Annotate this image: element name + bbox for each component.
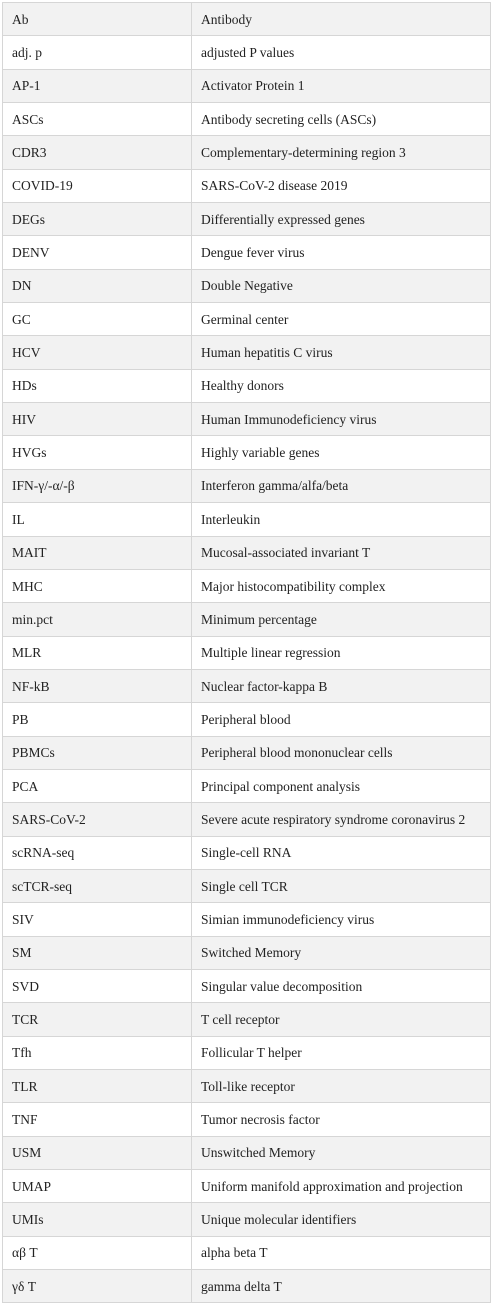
definition-cell: Dengue fever virus (192, 236, 491, 269)
table-row (3, 803, 491, 836)
abbreviation-cell: IFN-γ/-α/-β (3, 469, 192, 502)
table-row (3, 603, 491, 636)
abbreviation-cell: HDs (3, 369, 192, 402)
definition-cell: Activator Protein 1 (192, 69, 491, 102)
abbreviation-cell: USM (3, 1136, 192, 1169)
table-row (3, 569, 491, 602)
table-row (3, 636, 491, 669)
table-row (3, 1036, 491, 1069)
abbreviation-cell: PBMCs (3, 736, 192, 769)
table-row (3, 169, 491, 202)
table-row (3, 1070, 491, 1103)
abbreviation-cell: PCA (3, 769, 192, 802)
definition-cell: T cell receptor (192, 1003, 491, 1036)
abbreviation-cell: MHC (3, 569, 192, 602)
abbreviation-cell: HIV (3, 403, 192, 436)
abbreviation-cell: COVID-19 (3, 169, 192, 202)
abbreviation-cell: SIV (3, 903, 192, 936)
definition-cell: Single cell TCR (192, 869, 491, 902)
definition-cell: Follicular T helper (192, 1036, 491, 1069)
definition-cell: Highly variable genes (192, 436, 491, 469)
abbreviation-cell: CDR3 (3, 136, 192, 169)
table-row (3, 436, 491, 469)
table-row (3, 836, 491, 869)
definition-cell: Mucosal-associated invariant T (192, 536, 491, 569)
table-row (3, 1103, 491, 1136)
table-row (3, 936, 491, 969)
abbreviation-cell: ASCs (3, 103, 192, 136)
definition-cell: adjusted P values (192, 36, 491, 69)
abbreviation-cell: IL (3, 503, 192, 536)
definition-cell: Double Negative (192, 269, 491, 302)
abbreviation-cell: MAIT (3, 536, 192, 569)
table-row (3, 269, 491, 302)
definition-cell: SARS-CoV-2 disease 2019 (192, 169, 491, 202)
abbreviations-table-body (3, 3, 491, 1303)
definition-cell: Toll-like receptor (192, 1070, 491, 1103)
abbreviation-cell: SARS-CoV-2 (3, 803, 192, 836)
definition-cell: Germinal center (192, 303, 491, 336)
abbreviation-cell: γδ T (3, 1270, 192, 1303)
table-row (3, 736, 491, 769)
abbreviations-table (2, 2, 491, 1303)
table-row (3, 303, 491, 336)
abbreviation-cell: scRNA-seq (3, 836, 192, 869)
definition-cell: Major histocompatibility complex (192, 569, 491, 602)
table-row (3, 903, 491, 936)
definition-cell: Unique molecular identifiers (192, 1203, 491, 1236)
table-row (3, 136, 491, 169)
table-row (3, 1003, 491, 1036)
abbreviation-cell: HVGs (3, 436, 192, 469)
table-row (3, 1170, 491, 1203)
abbreviation-cell: NF-kB (3, 669, 192, 702)
definition-cell: Antibody secreting cells (ASCs) (192, 103, 491, 136)
table-row (3, 1236, 491, 1269)
table-row (3, 869, 491, 902)
table-row (3, 669, 491, 702)
abbreviation-cell: min.pct (3, 603, 192, 636)
definition-cell: Healthy donors (192, 369, 491, 402)
table-row (3, 336, 491, 369)
definition-cell: Peripheral blood (192, 703, 491, 736)
abbreviation-cell: TNF (3, 1103, 192, 1136)
abbreviation-cell: SM (3, 936, 192, 969)
definition-cell: Complementary-determining region 3 (192, 136, 491, 169)
abbreviation-cell: αβ T (3, 1236, 192, 1269)
definition-cell: gamma delta T (192, 1270, 491, 1303)
abbreviation-cell: AP-1 (3, 69, 192, 102)
abbreviation-cell: PB (3, 703, 192, 736)
definition-cell: Unswitched Memory (192, 1136, 491, 1169)
definition-cell: Peripheral blood mononuclear cells (192, 736, 491, 769)
definition-cell: Singular value decomposition (192, 969, 491, 1002)
abbreviation-cell: adj. p (3, 36, 192, 69)
abbreviation-cell: TCR (3, 1003, 192, 1036)
abbreviation-cell: GC (3, 303, 192, 336)
definition-cell: Minimum percentage (192, 603, 491, 636)
table-row (3, 469, 491, 502)
table-row (3, 69, 491, 102)
table-row (3, 503, 491, 536)
table-row (3, 769, 491, 802)
abbreviation-cell: TLR (3, 1070, 192, 1103)
definition-cell: Multiple linear regression (192, 636, 491, 669)
definition-cell: alpha beta T (192, 1236, 491, 1269)
table-row (3, 203, 491, 236)
table-row (3, 969, 491, 1002)
definition-cell: Nuclear factor-kappa B (192, 669, 491, 702)
definition-cell: Switched Memory (192, 936, 491, 969)
table-row (3, 703, 491, 736)
definition-cell: Interferon gamma/alfa/beta (192, 469, 491, 502)
abbreviation-cell: scTCR-seq (3, 869, 192, 902)
table-row (3, 536, 491, 569)
abbreviation-cell: SVD (3, 969, 192, 1002)
abbreviation-cell: DEGs (3, 203, 192, 236)
abbreviation-cell: DN (3, 269, 192, 302)
abbreviation-cell: DENV (3, 236, 192, 269)
table-row (3, 103, 491, 136)
definition-cell: Interleukin (192, 503, 491, 536)
table-row (3, 36, 491, 69)
table-row (3, 369, 491, 402)
definition-cell: Tumor necrosis factor (192, 1103, 491, 1136)
table-row (3, 403, 491, 436)
table-row (3, 1270, 491, 1303)
definition-cell: Single-cell RNA (192, 836, 491, 869)
table-row (3, 3, 491, 36)
definition-cell: Human Immunodeficiency virus (192, 403, 491, 436)
definition-cell: Antibody (192, 3, 491, 36)
abbreviation-cell: HCV (3, 336, 192, 369)
table-row (3, 1203, 491, 1236)
abbreviation-cell: UMAP (3, 1170, 192, 1203)
abbreviation-cell: Ab (3, 3, 192, 36)
abbreviation-cell: UMIs (3, 1203, 192, 1236)
definition-cell: Severe acute respiratory syndrome coronavirus 2 (192, 803, 491, 836)
definition-cell: Principal component analysis (192, 769, 491, 802)
abbreviation-cell: MLR (3, 636, 192, 669)
abbreviation-cell: Tfh (3, 1036, 192, 1069)
definition-cell: Differentially expressed genes (192, 203, 491, 236)
definition-cell: Uniform manifold approximation and projection (192, 1170, 491, 1203)
table-row (3, 236, 491, 269)
definition-cell: Simian immunodeficiency virus (192, 903, 491, 936)
definition-cell: Human hepatitis C virus (192, 336, 491, 369)
table-row (3, 1136, 491, 1169)
